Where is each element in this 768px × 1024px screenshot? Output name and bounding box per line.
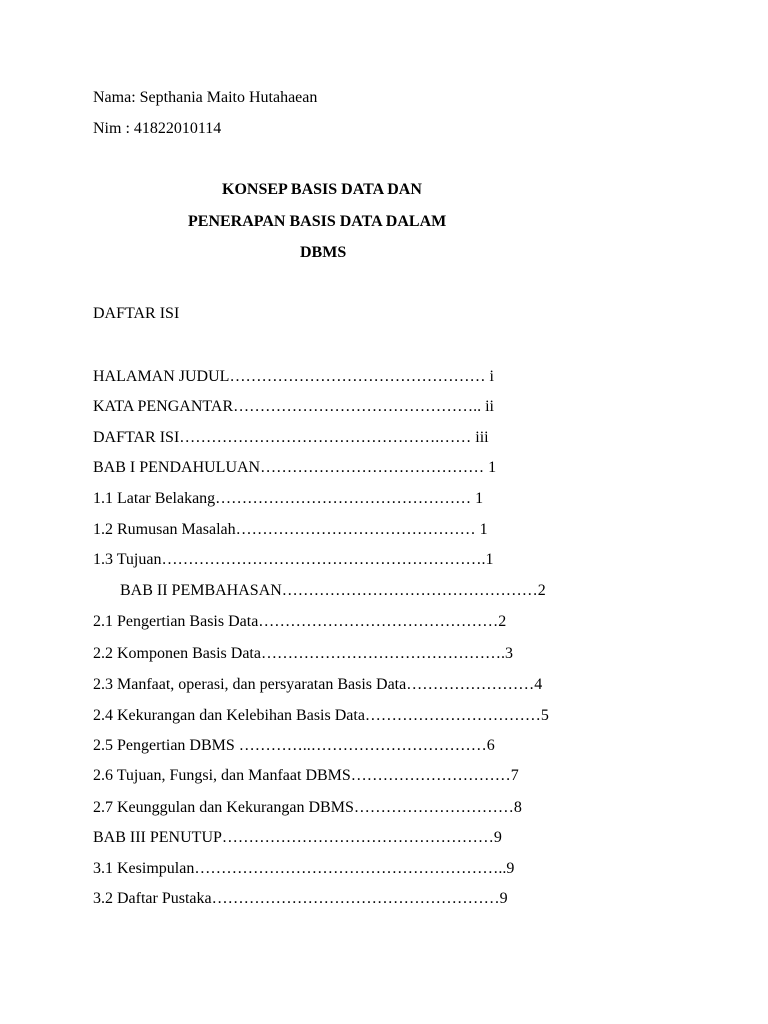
toc-entry-2-4: 2.4 Kekurangan dan Kelebihan Basis Data……………………………5 [93,707,549,724]
toc-entry-daftar-isi: DAFTAR ISI………………………………………….…… iii [93,429,489,446]
toc-entry-1-1: 1.1 Latar Belakang………………………………………… 1 [93,490,484,507]
title-line-3: DBMS [300,244,347,261]
title-line-1: KONSEP BASIS DATA DAN [222,181,422,198]
student-name: Nama: Septhania Maito Hutahaean [93,89,318,106]
toc-entry-bab-3: BAB III PENUTUP……………………………………………9 [93,829,502,846]
toc-entry-2-5: 2.5 Pengertian DBMS …………..……………………………6 [93,737,495,754]
toc-entry-bab-2: BAB II PEMBAHASAN…………………………………………2 [120,582,546,599]
toc-entry-2-6: 2.6 Tujuan, Fungsi, dan Manfaat DBMS…………………………7 [93,767,519,784]
toc-entry-3-2: 3.2 Daftar Pustaka………………………………………………9 [93,890,508,907]
toc-entry-bab-1: BAB I PENDAHULUAN…………………………………… 1 [93,459,497,476]
toc-entry-2-7: 2.7 Keunggulan dan Kekurangan DBMS…………………………8 [93,799,522,816]
toc-entry-halaman-judul: HALAMAN JUDUL………………………………………… i [93,368,494,385]
toc-heading: DAFTAR ISI [93,305,180,322]
toc-entry-kata-pengantar: KATA PENGANTAR……………………………………….. ii [93,398,494,415]
title-line-2: PENERAPAN BASIS DATA DALAM [188,213,447,230]
toc-entry-2-2: 2.2 Komponen Basis Data……………………………………….3 [93,645,513,662]
toc-entry-2-3: 2.3 Manfaat, operasi, dan persyaratan Basis Data……………………4 [93,676,543,693]
toc-entry-1-3: 1.3 Tujuan…………………………………………………….1 [93,551,494,568]
student-nim: Nim : 41822010114 [93,120,222,137]
toc-entry-1-2: 1.2 Rumusan Masalah……………………………………… 1 [93,521,488,538]
toc-entry-2-1: 2.1 Pengertian Basis Data………………………………………2 [93,613,507,630]
toc-entry-3-1: 3.1 Kesimpulan…………………………………………………..9 [93,860,515,877]
